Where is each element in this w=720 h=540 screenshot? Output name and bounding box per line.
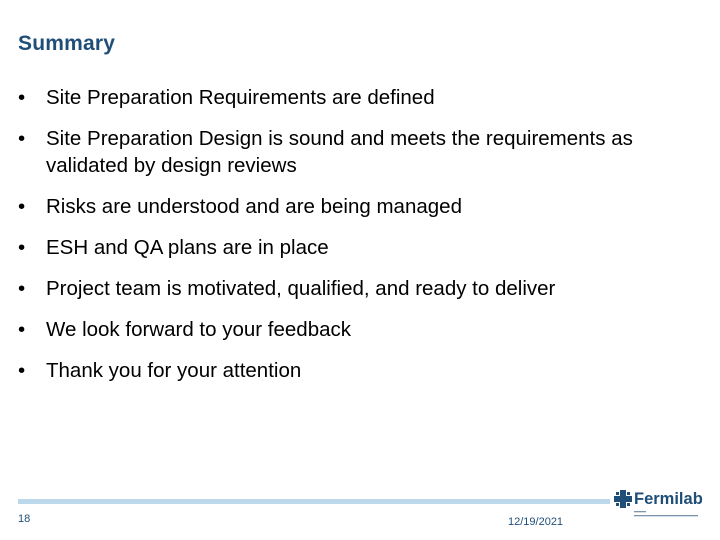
logo-wordmark: Fermilab: [634, 490, 703, 508]
bullet-list: [18, 84, 708, 398]
footer-date: 12/19/2021: [508, 516, 564, 528]
bullet-icon: •: [18, 318, 26, 341]
slide-title: Summary: [18, 32, 116, 55]
bullet-icon: •: [18, 195, 26, 218]
footer-divider-bar: [18, 499, 610, 504]
bullet-item: [18, 84, 708, 111]
bullet-item: [18, 125, 708, 179]
bullet-icon: •: [18, 359, 26, 382]
bullet-icon: •: [18, 277, 26, 300]
page-number: 18: [18, 513, 31, 525]
fermilab-logo: [614, 488, 710, 522]
bullet-item: [18, 234, 708, 261]
bullet-icon: •: [18, 86, 26, 109]
bullet-item: [18, 316, 708, 343]
bullet-text: Project team is motivated, qualified, and ready to deliver: [46, 277, 556, 300]
logo-fine-print: [634, 510, 704, 520]
fermilab-logo-icon: [614, 490, 632, 508]
bullet-text: Thank you for your attention: [46, 359, 302, 382]
bullet-icon: •: [18, 236, 26, 259]
bullet-icon: •: [18, 127, 26, 150]
bullet-text: ESH and QA plans are in place: [46, 236, 329, 259]
bullet-item: [18, 193, 708, 220]
bullet-item: [18, 357, 708, 384]
bullet-text: Risks are understood and are being managed: [46, 195, 462, 218]
bullet-text: Site Preparation Requirements are defined: [46, 86, 435, 109]
bullet-text: We look forward to your feedback: [46, 318, 351, 341]
bullet-item: [18, 275, 708, 302]
bullet-text: Site Preparation Design is sound and meets the requirements as validated by design reviews: [46, 127, 633, 177]
